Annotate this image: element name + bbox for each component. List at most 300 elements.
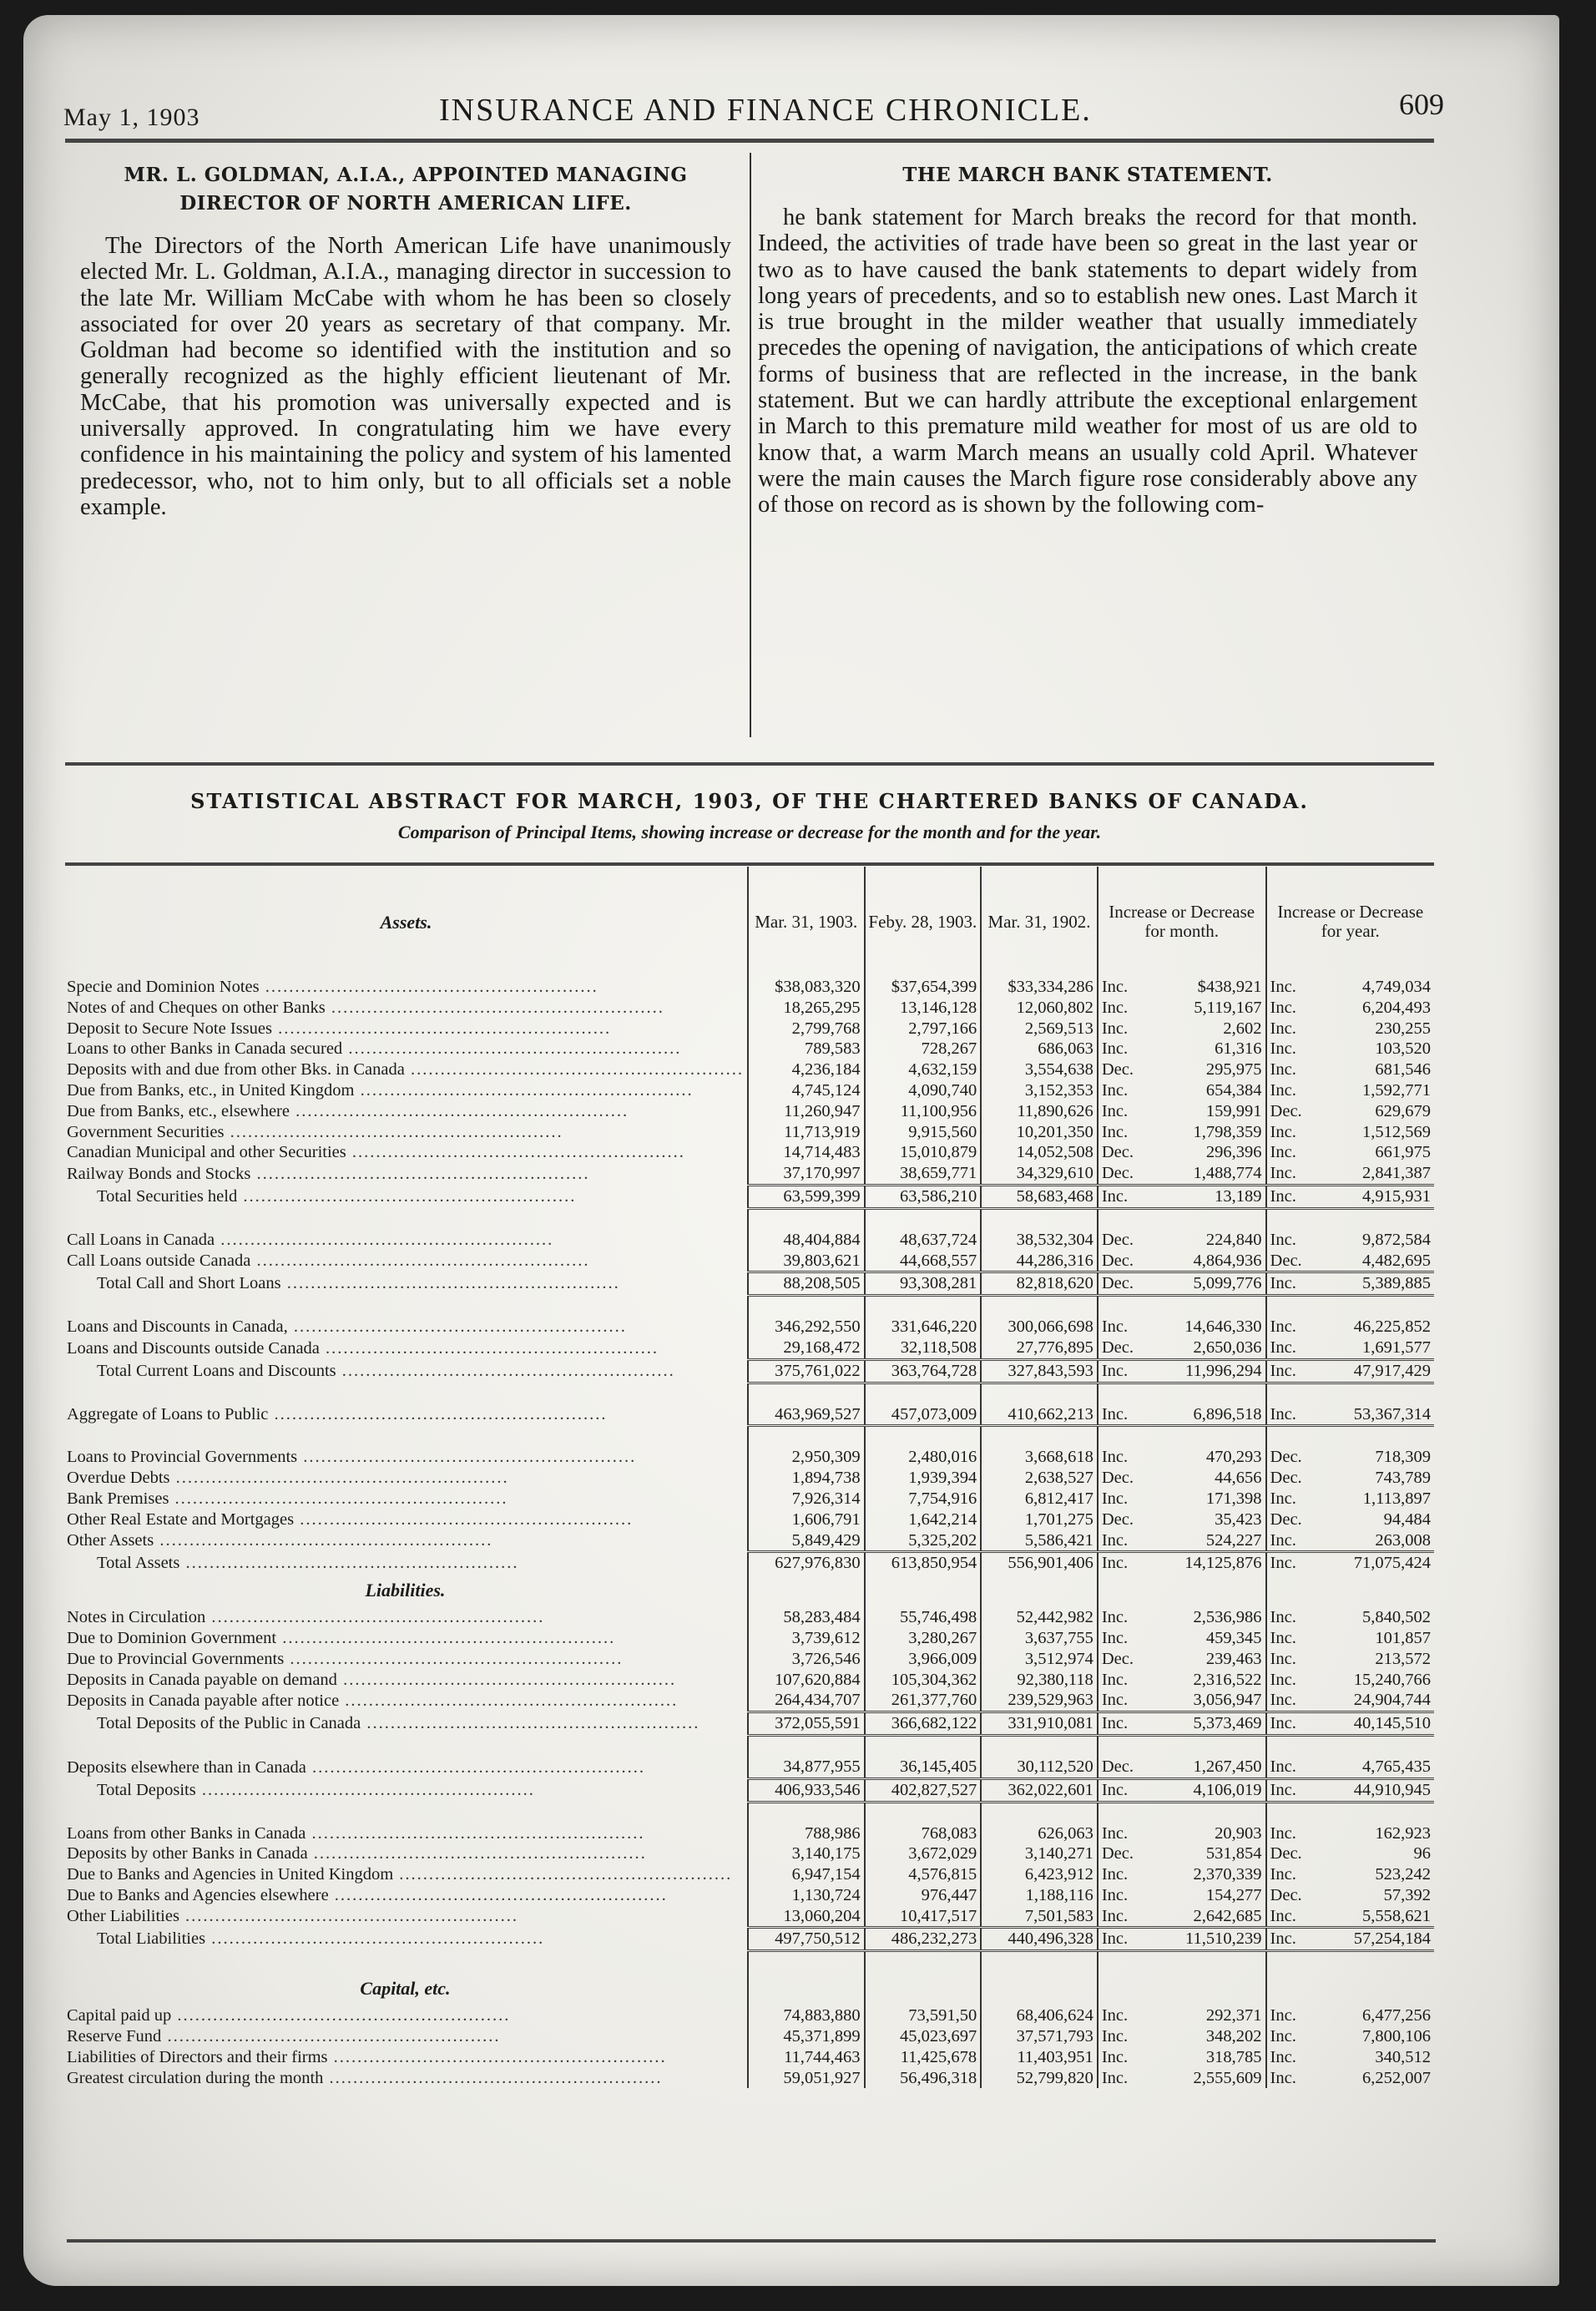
year-change-type: Inc. [1266,1628,1310,1649]
month-change-amount: 224,840 [1205,1230,1262,1249]
value-mar-1902: 3,140,271 [981,1843,1098,1864]
year-change-type: Inc. [1266,1712,1310,1736]
value-mar-1902: 3,637,755 [981,1628,1098,1649]
month-change-amount: 459,345 [1205,1628,1262,1647]
row-label-text: Overdue Debts [67,1469,170,1488]
table-row [65,1843,1434,1864]
month-change-amount: 5,119,167 [1194,998,1262,1017]
value-mar-1902: $33,334,286 [981,977,1098,998]
month-change-amount: 2,642,685 [1193,1906,1262,1925]
table-row [65,1906,1434,1928]
leader-dots: ........................................................ [237,1186,577,1206]
table-row [65,1019,1434,1039]
year-change-type: Inc. [1266,1778,1310,1802]
article-body: The Directors of the North American Life have unanimously elected Mr. L. Goldman, A.I.A., managing director in succession to the late Mr. William McCabe with whom he has been so closely associated for over 20 years as secretary of that company. Mr. Goldman had become so identified with the institution and so generally recognized as the highly efficient lieutenant of Mr. McCabe, that his promotion was universally expected and is universally approved. In congratulating him we have every confidence in his maintaining the policy and system of his lamented predecessor, who, not to him only, but to all officials set a noble example. [80,233,731,520]
year-change-amount: 40,145,510 [1310,1712,1434,1736]
year-change-amount: 1,592,771 [1362,1080,1431,1100]
leader-dots: ........................................................ [169,1489,508,1508]
value-feb-1903: 15,010,879 [865,1142,982,1163]
value-mar-1903: 11,744,463 [748,2047,865,2068]
table-row [65,2026,1434,2047]
year-change-type: Inc. [1266,2047,1310,2068]
table-row [65,1059,1434,1080]
value-mar-1903: 3,726,546 [748,1649,865,1670]
month-change-amount: 35,423 [1215,1509,1262,1529]
month-change-amount: 11,510,239 [1141,1928,1265,1951]
row-label [65,1778,748,1802]
leader-dots: ........................................................ [205,1929,545,1949]
year-change-amount: 96 [1413,1844,1431,1863]
goldman-article [80,161,731,520]
value-mar-1903: 37,170,997 [748,1163,865,1185]
leader-dots: ........................................................ [287,1317,627,1337]
month-change-amount: 1,267,450 [1193,1757,1262,1776]
table-row [65,1230,1434,1251]
row-label-text: Greatest circulation during the month [67,2068,324,2087]
month-change-amount: 5,373,469 [1141,1712,1265,1736]
row-label [65,1163,748,1185]
value-feb-1903: 13,146,128 [865,998,982,1019]
month-change-type: Inc. [1098,1690,1141,1712]
month-change-type: Inc. [1098,1670,1141,1691]
month-change-type: Inc. [1098,1101,1141,1122]
total-row [65,1359,1434,1383]
year-change-type: Inc. [1266,1404,1310,1426]
leader-dots: ........................................................ [342,1039,682,1059]
row-label-text: Specie and Dominion Notes [67,978,260,996]
row-label [65,1509,748,1530]
spacer-row [65,1802,1434,1823]
year-change-amount: 4,765,435 [1362,1757,1431,1776]
row-label [65,1142,748,1163]
month-change-type: Inc. [1098,977,1141,998]
year-change-amount: 94,484 [1383,1509,1431,1529]
year-change-amount: 743,789 [1375,1469,1431,1488]
row-label [65,1039,748,1059]
value-mar-1902: 5,586,421 [981,1530,1098,1552]
row-label [65,1468,748,1489]
row-label-text: Railway Bonds and Stocks [67,1164,251,1183]
month-change-amount: 159,991 [1205,1101,1262,1120]
leader-dots: ........................................................ [215,1230,554,1249]
year-change-type: Inc. [1266,1928,1310,1951]
table-row [65,1489,1434,1509]
year-change-type: Inc. [1266,1039,1310,1059]
value-mar-1902: 7,501,583 [981,1906,1098,1928]
value-mar-1902: 3,152,353 [981,1080,1098,1101]
value-feb-1903: 1,642,214 [865,1509,982,1530]
value-mar-1903: 11,260,947 [748,1101,865,1122]
row-label-text: Call Loans outside Canada [67,1252,251,1271]
value-mar-1903: 2,950,309 [748,1447,865,1468]
month-change-type: Dec. [1098,1649,1141,1670]
table-body [65,977,1434,2088]
row-label [65,1757,748,1778]
table-row [65,977,1434,998]
table-bottom-rule [67,2239,1436,2243]
row-label-text: Deposits with and due from other Bks. in Canada [67,1060,405,1080]
table-row [65,1142,1434,1163]
row-label [65,1251,748,1272]
row-label [65,1101,748,1122]
value-mar-1902: 3,554,638 [981,1059,1098,1080]
row-label [65,1823,748,1844]
year-change-amount: 6,204,493 [1362,998,1431,1017]
leader-dots: ........................................................ [354,1080,694,1100]
table-row [65,1447,1434,1468]
value-mar-1903: 63,599,399 [748,1185,865,1208]
table-row [65,1251,1434,1272]
month-change-type: Dec. [1098,1338,1141,1359]
month-change-type: Inc. [1098,1447,1141,1468]
header-rule [65,139,1434,143]
value-feb-1903: 261,377,760 [865,1690,982,1712]
row-label [65,1317,748,1338]
table-row [65,1864,1434,1885]
month-change-amount: 295,975 [1205,1060,1262,1080]
row-label-text: Bank Premises [67,1489,169,1508]
year-change-type: Inc. [1266,1670,1310,1691]
month-change-type: Inc. [1098,1628,1141,1649]
value-mar-1902: 6,423,912 [981,1864,1098,1885]
table-row [65,1468,1434,1489]
total-row [65,1185,1434,1208]
spacer-row [65,1735,1434,1757]
value-mar-1902: 327,843,593 [981,1359,1098,1383]
month-change-type: Dec. [1098,1509,1141,1530]
month-change-amount: 14,646,330 [1184,1317,1262,1337]
leader-dots: ........................................................ [339,1692,679,1711]
leader-dots: ........................................................ [404,1060,744,1080]
row-label [65,2068,748,2089]
month-change-amount: 20,903 [1215,1823,1262,1843]
value-mar-1903: 5,849,429 [748,1530,865,1552]
spacer-row [65,1383,1434,1404]
value-feb-1903: 728,267 [865,1039,982,1059]
table-row [65,1885,1434,1906]
value-mar-1902: 37,571,793 [981,2026,1098,2047]
year-change-type: Inc. [1266,2026,1310,2047]
row-label [65,1649,748,1670]
month-change-type: Inc. [1098,2005,1141,2026]
year-change-type: Dec. [1266,1468,1310,1489]
row-label-text: Notes of and Cheques on other Banks [67,998,326,1017]
year-change-type: Inc. [1266,1552,1310,1574]
value-feb-1903: 366,682,122 [865,1712,982,1736]
month-change-type: Inc. [1098,1317,1141,1338]
table-row [65,1757,1434,1778]
value-feb-1903: 4,576,815 [865,1864,982,1885]
column-divider [750,153,751,737]
value-mar-1902: 556,901,406 [981,1552,1098,1574]
value-mar-1902: 1,701,275 [981,1509,1098,1530]
month-change-amount: 2,555,609 [1193,2068,1262,2087]
value-mar-1903: 4,745,124 [748,1080,865,1101]
value-feb-1903: 457,073,009 [865,1404,982,1426]
statistical-abstract [65,762,1434,2087]
table-subtitle: Comparison of Principal Items, showing increase or decrease for the month and for the year. [397,822,1102,842]
row-label-text: Due to Provincial Governments [67,1649,285,1668]
year-change-amount: 53,367,314 [1353,1404,1431,1424]
row-label-text: Loans to other Banks in Canada secured [67,1039,343,1059]
month-change-type: Inc. [1098,1885,1141,1906]
year-change-amount: 46,225,852 [1353,1317,1431,1337]
month-change-type: Inc. [1098,1039,1141,1059]
row-label-text: Total Assets [97,1553,180,1572]
year-change-amount: 47,917,429 [1310,1359,1434,1383]
leader-dots: ........................................................ [169,1469,509,1488]
month-change-amount: 318,785 [1205,2047,1262,2066]
value-feb-1903: 11,425,678 [865,2047,982,2068]
year-change-type: Dec. [1266,1509,1310,1530]
month-change-amount: 61,316 [1215,1039,1262,1059]
year-change-amount: 340,512 [1375,2047,1431,2066]
leader-dots: ........................................................ [307,1844,647,1863]
column-header-mar-1902: Mar. 31, 1902. [981,867,1098,977]
value-mar-1903: 497,750,512 [748,1928,865,1951]
year-change-type: Inc. [1266,2005,1310,2026]
leader-dots: ........................................................ [259,978,598,996]
month-change-type: Inc. [1098,1122,1141,1143]
value-mar-1902: 92,380,118 [981,1670,1098,1691]
table-row [65,1607,1434,1628]
year-change-type: Inc. [1266,1317,1310,1338]
value-mar-1903: 7,926,314 [748,1489,865,1509]
row-label [65,1712,748,1736]
total-row [65,1778,1434,1802]
value-mar-1902: 3,668,618 [981,1447,1098,1468]
year-change-amount: 101,857 [1375,1628,1431,1647]
row-label-text: Due to Banks and Agencies in United Kingdom [67,1865,394,1884]
month-change-amount: 348,202 [1205,2027,1262,2046]
article-headline: THE MARCH BANK STATEMENT. [902,164,1273,186]
year-change-amount: 2,841,387 [1362,1164,1431,1183]
value-feb-1903: 93,308,281 [865,1272,982,1296]
row-label [65,1230,748,1251]
value-feb-1903: 10,417,517 [865,1906,982,1928]
leader-dots: ........................................................ [179,1907,519,1926]
month-change-type: Inc. [1098,2026,1141,2047]
row-label-text: Total Deposits [97,1780,196,1799]
value-feb-1903: 3,280,267 [865,1628,982,1649]
value-feb-1903: 45,023,697 [865,2026,982,2047]
column-header-month-change: Increase or Decrease for month. [1098,867,1266,977]
value-mar-1903: 3,140,175 [748,1843,865,1864]
year-change-type: Inc. [1266,1489,1310,1509]
month-change-type: Inc. [1098,1778,1141,1802]
month-change-amount: 14,125,876 [1141,1552,1265,1574]
leader-dots: ........................................................ [250,1164,590,1183]
value-mar-1902: 2,638,527 [981,1468,1098,1489]
year-change-amount: 5,389,885 [1310,1272,1434,1296]
table-row [65,1823,1434,1844]
value-mar-1903: 346,292,550 [748,1317,865,1338]
row-label [65,1607,748,1628]
row-label [65,1404,748,1426]
row-label [65,2047,748,2068]
leader-dots: ........................................................ [327,2047,667,2066]
row-label-text: Total Deposits of the Public in Canada [97,1714,361,1733]
value-mar-1903: 2,799,768 [748,1019,865,1039]
spacer-row [65,1208,1434,1230]
leader-dots: ........................................................ [154,1531,493,1550]
section-heading: Liabilities. [365,1579,446,1601]
row-label [65,1185,748,1208]
year-change-type: Inc. [1266,1122,1310,1143]
row-label [65,1530,748,1552]
value-feb-1903: 4,090,740 [865,1080,982,1101]
value-mar-1903: 59,051,927 [748,2068,865,2089]
year-change-type: Inc. [1266,1230,1310,1251]
value-mar-1903: 627,976,830 [748,1552,865,1574]
year-change-type: Inc. [1266,1272,1310,1296]
year-change-amount: 661,975 [1375,1143,1431,1162]
row-label [65,1272,748,1296]
year-change-amount: 1,691,577 [1362,1338,1431,1357]
month-change-type: Inc. [1098,1019,1141,1039]
row-label [65,2005,748,2026]
row-label [65,1906,748,1928]
month-change-amount: 1,798,359 [1193,1122,1262,1141]
month-change-type: Inc. [1098,1359,1141,1383]
value-mar-1902: 34,329,610 [981,1163,1098,1185]
leader-dots: ........................................................ [280,1274,620,1293]
value-feb-1903: 1,939,394 [865,1468,982,1489]
row-label [65,1489,748,1509]
row-label [65,1338,748,1359]
value-mar-1903: 74,883,880 [748,2005,865,2026]
month-change-type: Inc. [1098,998,1141,1019]
year-change-amount: 5,840,502 [1362,1608,1431,1627]
value-feb-1903: 331,646,220 [865,1317,982,1338]
month-change-type: Inc. [1098,1404,1141,1426]
row-label [65,1843,748,1864]
column-header-year-change: Increase or Decrease for year. [1266,867,1434,977]
year-change-type: Inc. [1266,1059,1310,1080]
leader-dots: ........................................................ [161,2027,501,2046]
year-change-amount: 230,255 [1375,1019,1431,1038]
value-mar-1903: 1,894,738 [748,1468,865,1489]
month-change-type: Dec. [1098,1163,1141,1185]
year-change-type: Inc. [1266,1823,1310,1844]
row-label-text: Loans and Discounts outside Canada [67,1338,320,1358]
value-feb-1903: 36,145,405 [865,1757,982,1778]
value-mar-1903: 48,404,884 [748,1230,865,1251]
year-change-type: Dec. [1266,1843,1310,1864]
row-label-text: Total Current Loans and Discounts [97,1361,336,1380]
leader-dots: ........................................................ [205,1608,545,1627]
year-change-type: Inc. [1266,998,1310,1019]
table-row [65,1530,1434,1552]
month-change-type: Dec. [1098,1272,1141,1296]
leader-dots: ........................................................ [171,2006,511,2025]
row-label-text: Loans to Provincial Governments [67,1448,298,1467]
year-change-type: Inc. [1266,1906,1310,1928]
month-change-type: Dec. [1098,1142,1141,1163]
year-change-amount: 523,242 [1375,1865,1431,1884]
row-label-text: Capital paid up [67,2006,172,2025]
value-mar-1902: 12,060,802 [981,998,1098,1019]
year-change-type: Inc. [1266,1757,1310,1778]
month-change-type: Inc. [1098,1864,1141,1885]
year-change-type: Inc. [1266,1649,1310,1670]
value-feb-1903: 7,754,916 [865,1489,982,1509]
row-label [65,1447,748,1468]
table-row [65,1404,1434,1426]
table-row [65,1670,1434,1691]
row-label-text: Total Liabilities [97,1929,206,1949]
leader-dots: ........................................................ [250,1252,590,1271]
newspaper-page [23,15,1559,2286]
month-change-amount: 13,189 [1141,1185,1265,1208]
value-mar-1903: 789,583 [748,1039,865,1059]
year-change-amount: 5,558,621 [1362,1906,1431,1925]
table-header-rule [65,862,1434,866]
table-header-row [65,867,1434,977]
value-feb-1903: 63,586,210 [865,1185,982,1208]
value-mar-1903: 3,739,612 [748,1628,865,1649]
table-title: STATISTICAL ABSTRACT FOR MARCH, 1903, OF THE CHARTERED BANKS OF CANADA. [190,789,1309,813]
table-row [65,998,1434,1019]
row-label [65,1359,748,1383]
value-mar-1903: 463,969,527 [748,1404,865,1426]
year-change-amount: 4,749,034 [1362,978,1431,996]
year-change-type: Inc. [1266,1338,1310,1359]
table-row [65,1080,1434,1101]
leader-dots: ........................................................ [294,1509,634,1529]
section-heading-row [65,1574,1434,1607]
value-mar-1902: 3,512,974 [981,1649,1098,1670]
value-mar-1902: 82,818,620 [981,1272,1098,1296]
year-change-type: Dec. [1266,1101,1310,1122]
month-change-type: Dec. [1098,1251,1141,1272]
leader-dots: ........................................................ [224,1122,563,1141]
value-mar-1903: 6,947,154 [748,1864,865,1885]
value-feb-1903: 613,850,954 [865,1552,982,1574]
value-mar-1903: 13,060,204 [748,1906,865,1928]
value-mar-1903: 1,606,791 [748,1509,865,1530]
row-label-text: Other Real Estate and Mortgages [67,1509,295,1529]
value-mar-1903: 1,130,724 [748,1885,865,1906]
year-change-amount: 9,872,584 [1362,1230,1431,1249]
value-feb-1903: 402,827,527 [865,1778,982,1802]
month-change-amount: 2,536,986 [1193,1608,1262,1627]
value-mar-1902: 27,776,895 [981,1338,1098,1359]
value-mar-1903: 14,714,483 [748,1142,865,1163]
row-label-text: Call Loans in Canada [67,1230,215,1249]
total-row [65,1928,1434,1951]
year-change-type: Inc. [1266,2068,1310,2089]
value-feb-1903: 56,496,318 [865,2068,982,2089]
leader-dots: ........................................................ [361,1714,700,1733]
row-label [65,1864,748,1885]
value-mar-1903: 264,434,707 [748,1690,865,1712]
value-feb-1903: 105,304,362 [865,1670,982,1691]
value-feb-1903: 9,915,560 [865,1122,982,1143]
month-change-type: Inc. [1098,1823,1141,1844]
value-mar-1902: 1,188,116 [981,1885,1098,1906]
row-label [65,1059,748,1080]
value-feb-1903: 4,632,159 [865,1059,982,1080]
total-row [65,1552,1434,1574]
month-change-amount: 654,384 [1205,1080,1262,1100]
leader-dots: ........................................................ [306,1757,646,1777]
value-feb-1903: 11,100,956 [865,1101,982,1122]
value-feb-1903: 3,966,009 [865,1649,982,1670]
leader-dots: ........................................................ [276,1628,616,1647]
month-change-type: Inc. [1098,1712,1141,1736]
value-mar-1903: 372,055,591 [748,1712,865,1736]
